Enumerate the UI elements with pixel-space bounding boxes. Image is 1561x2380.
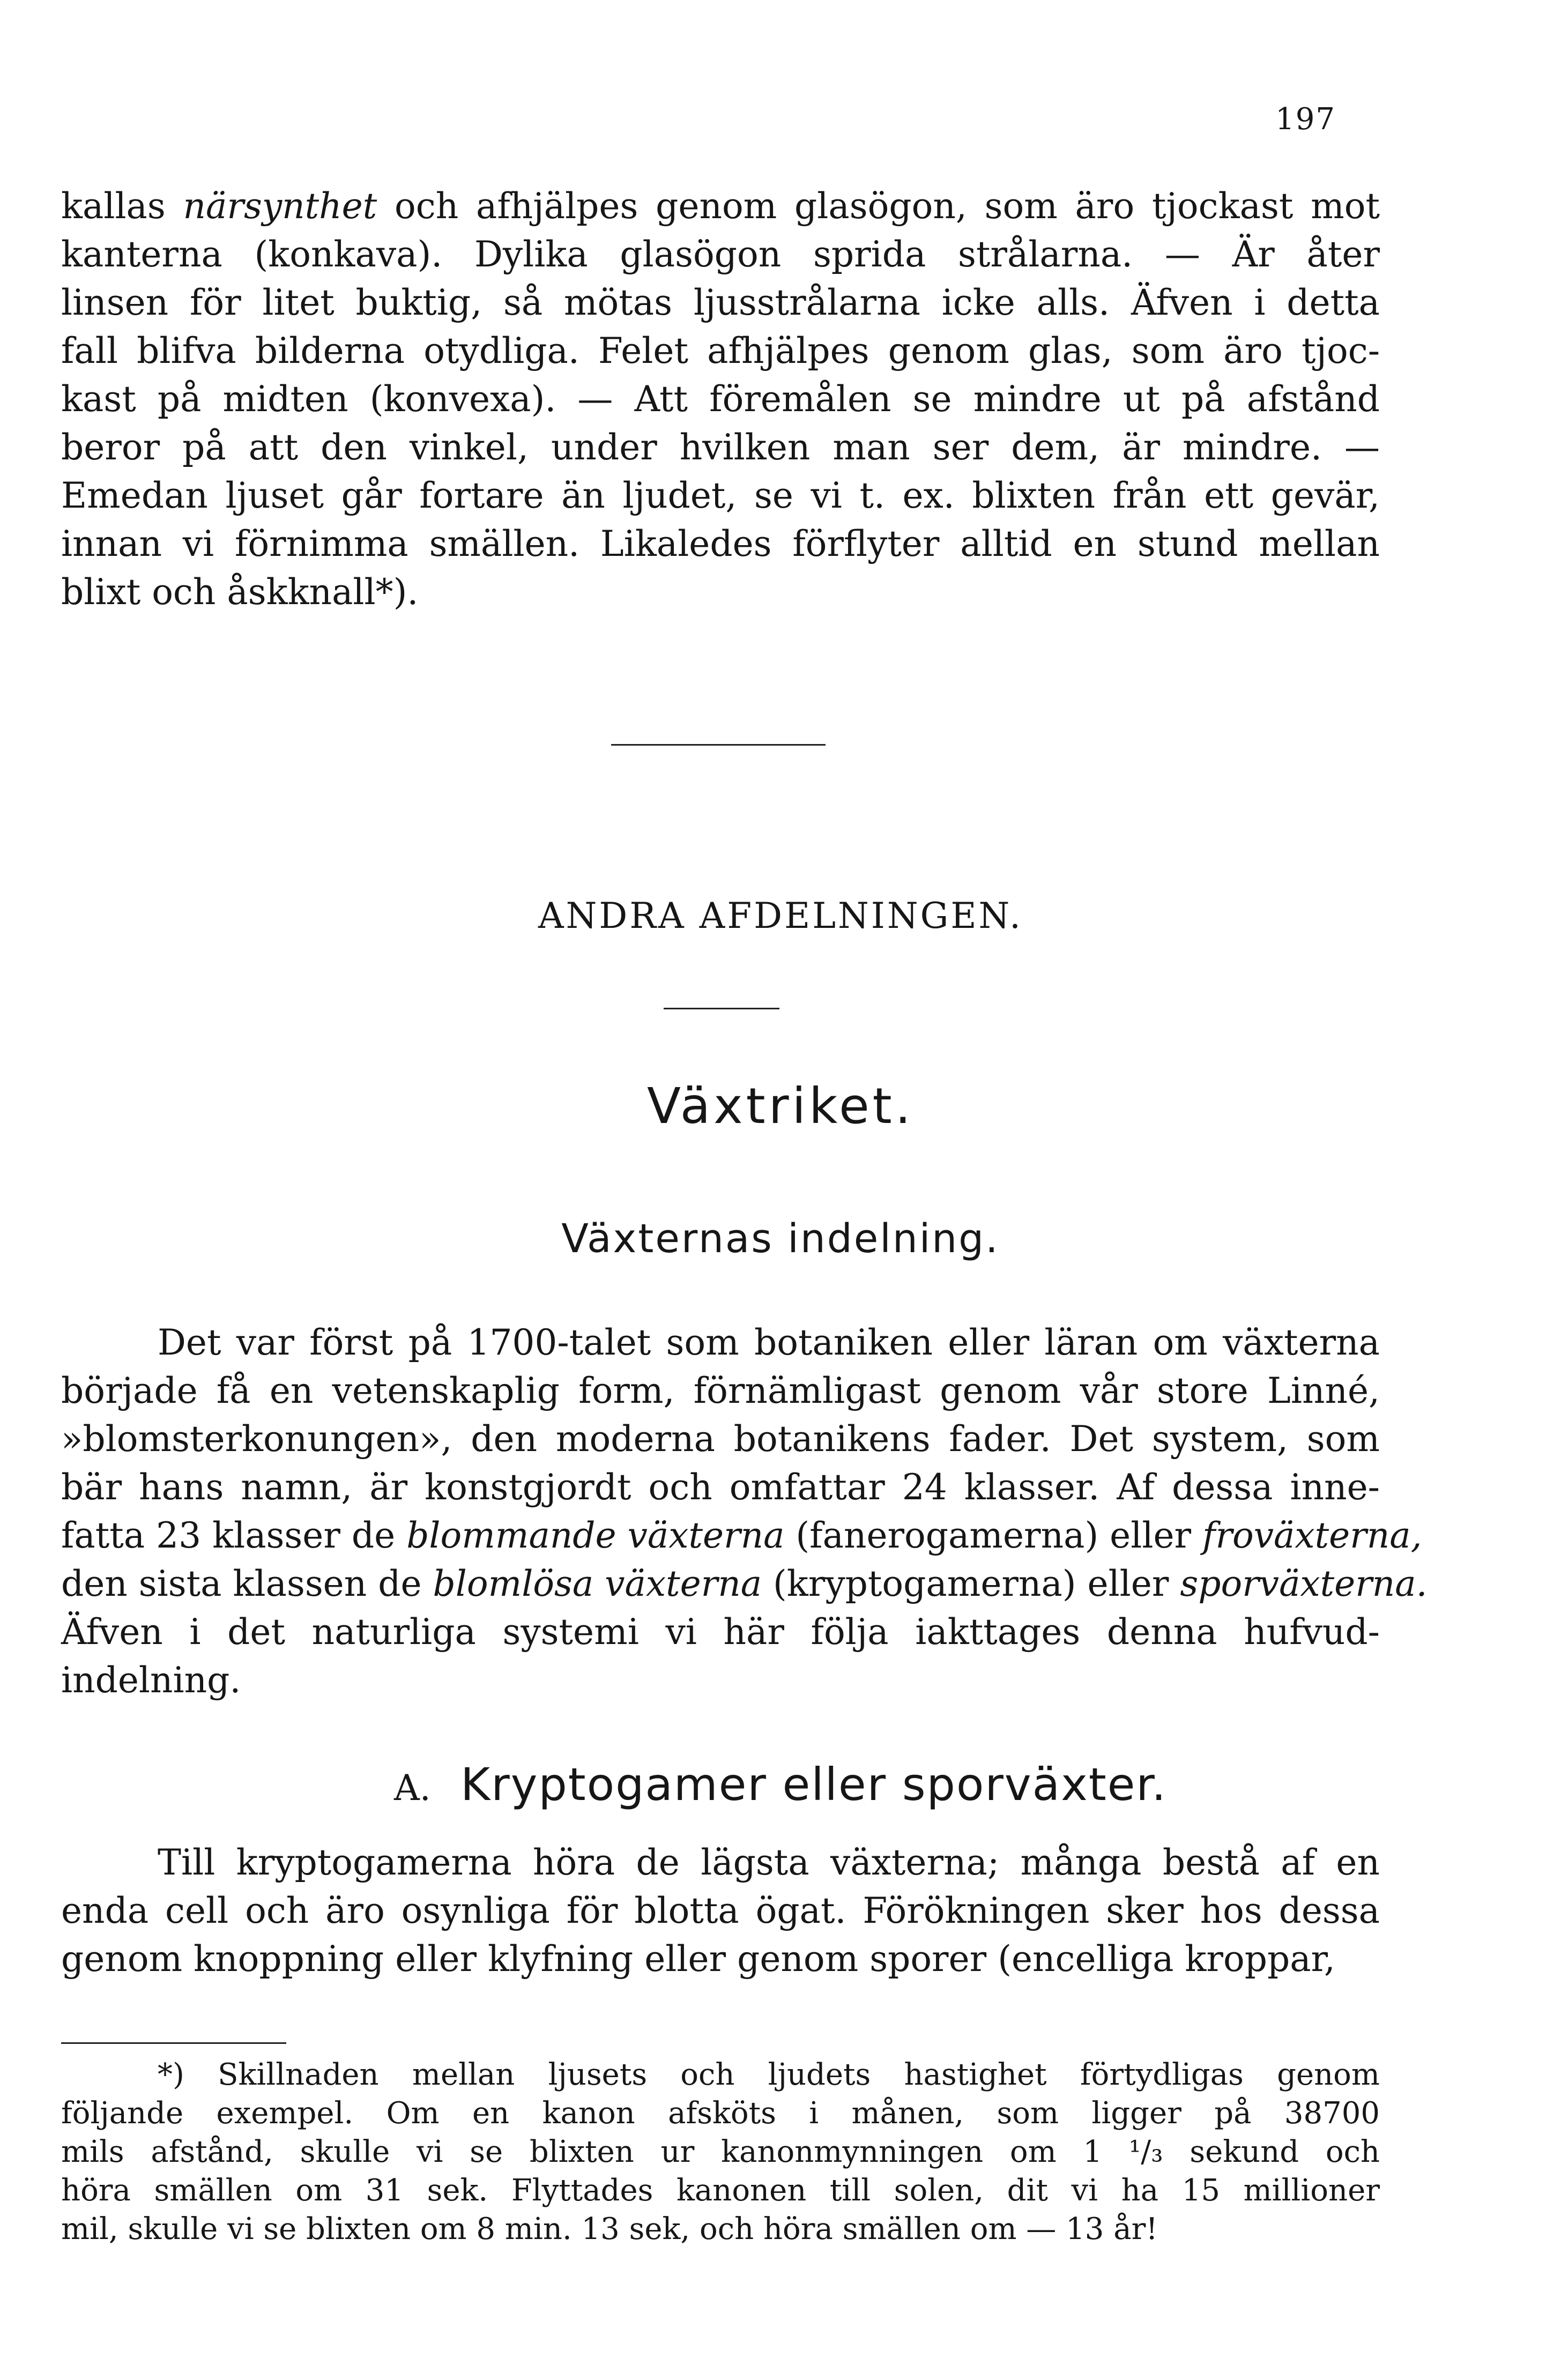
subsection-letter: A.	[394, 1767, 431, 1809]
footnote-line: höra smällen om 31 sek. Flyttades kanonen till solen, dit vi ha 15 millioner	[61, 2173, 1380, 2208]
text-line: fatta 23 klasser de blommande växterna (fanerogamerna) eller froväxterna,	[61, 1515, 1422, 1556]
subsection-heading	[0, 1758, 1561, 1811]
text-line: »blomsterkonungen», den moderna botanikens fader. Det system, som	[61, 1418, 1380, 1460]
page-number: 197	[1275, 102, 1336, 137]
footnote-line: *) Skillnaden mellan ljusets och ljudets hastighet förtydligas genom	[158, 2057, 1380, 2092]
text-line: beror på att den vinkel, under hvilken man ser dem, är mindre. —	[61, 427, 1380, 468]
section-heading: ANDRA AFDELNINGEN.	[538, 895, 1023, 936]
emphasized-term: blomlösa växterna	[433, 1563, 762, 1604]
text-line: började få en vetenskaplig form, förnämligast genom vår store Linné,	[61, 1370, 1380, 1411]
text-line: Äfven i det naturliga systemi vi här följa iakttages denna hufvud-	[61, 1611, 1380, 1653]
text-line: indelning.	[61, 1660, 241, 1701]
subsection-title: Kryptogamer eller sporväxter.	[460, 1758, 1167, 1811]
emphasized-term: blommande växterna	[406, 1515, 785, 1556]
text-line: enda cell och äro osynliga för blotta ögat. Förökningen sker hos dessa	[61, 1890, 1380, 1931]
paragraph-text	[61, 1319, 1428, 1705]
divider-rule	[664, 1008, 779, 1009]
text-line: Emedan ljuset går fortare än ljudet, se vi t. ex. blixten från ett gevär,	[61, 475, 1380, 516]
chapter-title: Växtriket.	[647, 1077, 914, 1135]
emphasized-term: froväxterna,	[1202, 1515, 1422, 1556]
text-line: kanterna (konkava). Dylika glasögon sprida strålarna. — Är åter	[61, 234, 1380, 275]
text-line: bär hans namn, är konstgjordt och omfattar 24 klasser. Af dessa inne-	[61, 1467, 1380, 1508]
footnote-line: mil, skulle vi se blixten om 8 min. 13 sek, och höra smällen om — 13 år!	[61, 2212, 1158, 2247]
paragraph-optics	[61, 182, 1380, 616]
text-line: kallas närsynthet och afhjälpes genom glasögon, som äro tjockast mot	[61, 185, 1380, 227]
footnote-line: mils afstånd, skulle vi se blixten ur kanonmynningen om 1 ¹/₃ sekund och	[61, 2134, 1380, 2169]
text-line: fall blifva bilderna otydliga. Felet afhjälpes genom glas, som äro tjoc-	[61, 330, 1380, 371]
text-line: Det var först på 1700-talet som botaniken eller läran om växterna	[158, 1322, 1380, 1363]
footnote-rule	[61, 2042, 286, 2044]
text-line: linsen för litet buktig, så mötas ljusstrålarna icke alls. Äfven i detta	[61, 282, 1380, 323]
text-line: innan vi förnimma smällen. Likaledes förflyter alltid en stund mellan	[61, 523, 1380, 564]
text-line: blixt och åskknall*).	[61, 571, 419, 613]
footnote	[61, 2056, 1380, 2249]
emphasized-term: närsynthet	[183, 185, 377, 227]
paragraph-kryptogamer	[61, 1839, 1380, 1983]
emphasized-term: sporväxterna.	[1180, 1563, 1428, 1604]
text-line: den sista klassen de blomlösa växterna (kryptogamerna) eller sporväxterna.	[61, 1563, 1428, 1604]
text-line: genom knoppning eller klyfning eller genom sporer (encelliga kroppar,	[61, 1938, 1335, 1980]
paragraph-text	[61, 182, 1380, 616]
paragraph-text	[61, 1839, 1380, 1983]
text-line: kast på midten (konvexa). — Att föremålen se mindre ut på afstånd	[61, 378, 1380, 420]
chapter-subtitle: Växternas indelning.	[561, 1216, 1000, 1262]
text-line: Till kryptogamerna höra de lägsta växterna; många bestå af en	[158, 1842, 1380, 1883]
divider-rule	[611, 744, 826, 746]
paragraph-linne	[61, 1319, 1428, 1705]
footnote-line: följande exempel. Om en kanon afsköts i månen, som ligger på 38700	[61, 2096, 1380, 2131]
